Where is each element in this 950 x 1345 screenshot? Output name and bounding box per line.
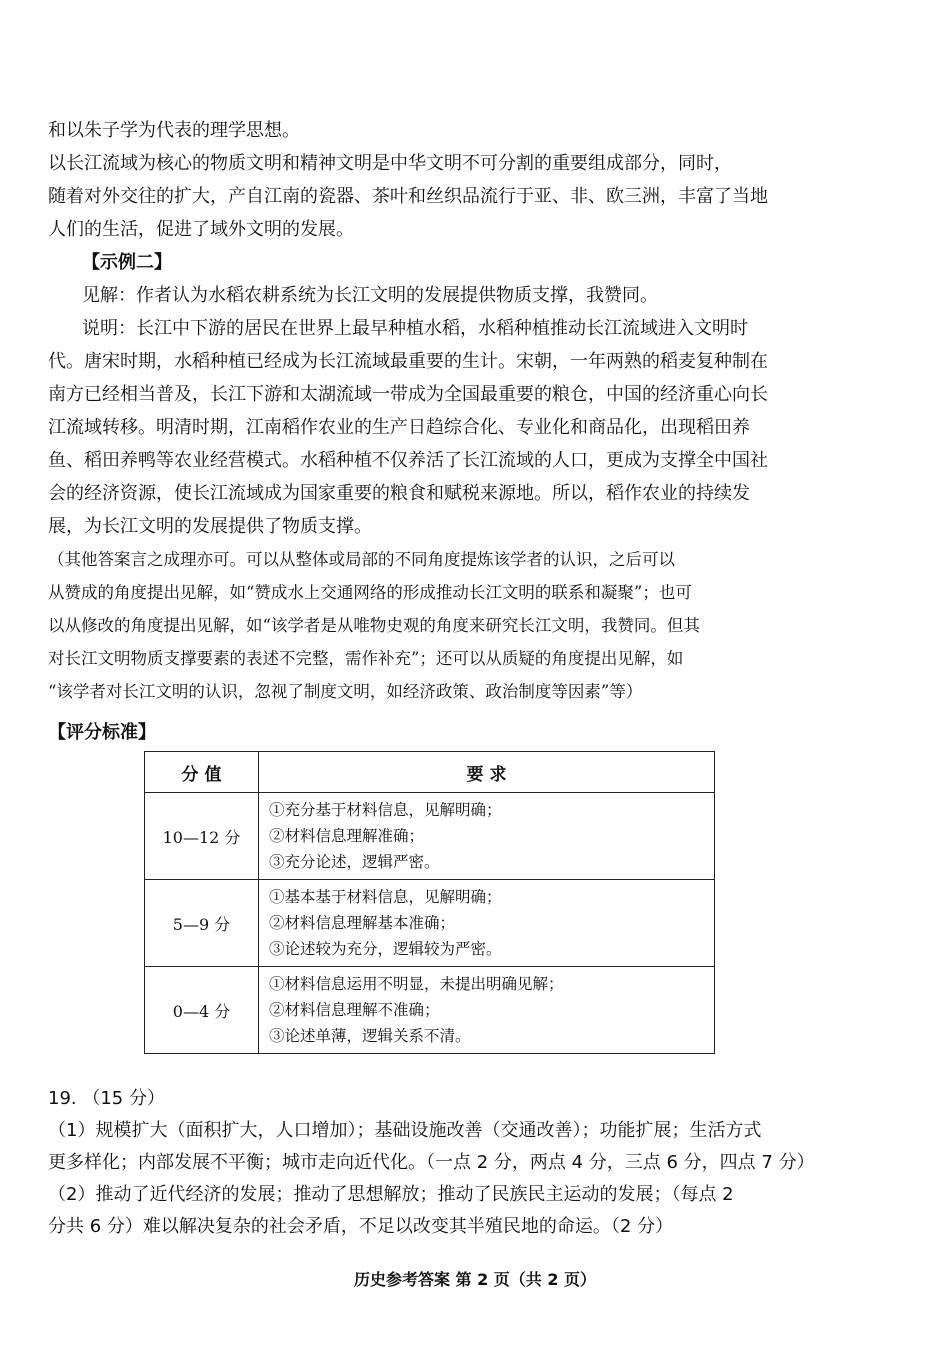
page-footer: 历史参考答案 第 2 页（共 2 页） (353, 1270, 597, 1289)
note-line: 以从修改的角度提出见解，如“该学者是从唯物史观的角度来研究长江文明，我赞同。但其 (48, 616, 700, 635)
text-line: 展，为长江文明的发展提供了物质支撑。 (48, 516, 372, 537)
text-line: 分共 6 分）难以解决复杂的社会矛盾，不足以改变其半殖民地的命运。（2 分） (48, 1216, 674, 1237)
requirement-item: ②材料信息理解不准确； (269, 1001, 440, 1019)
requirement-item: ③充分论述，逻辑严密。 (269, 853, 440, 871)
text-line: （2）推动了近代经济的发展；推动了思想解放；推动了民族民主运动的发展；（每点 2 (48, 1184, 734, 1205)
table-row (145, 793, 715, 880)
requirements-cell (259, 967, 715, 1054)
text-line: 江流域转移。明清时期，江南稻作农业的生产日趋综合化、专业化和商品化，出现稻田养 (48, 417, 750, 438)
header-requirements: 要 求 (259, 752, 715, 793)
requirements-cell (259, 793, 715, 880)
text-line: 随着对外交往的扩大，产自江南的瓷器、茶叶和丝织品流行于亚、非、欧三洲，丰富了当地 (48, 186, 768, 207)
text-line: 南方已经相当普及，长江下游和太湖流域一带成为全国最重要的粮仓，中国的经济重心向长 (48, 384, 768, 405)
text-line: 以长江流域为核心的物质文明和精神文明是中华文明不可分割的重要组成部分，同时， (48, 153, 732, 174)
score-range: 0—4 分 (145, 967, 259, 1054)
note-line: 从赞成的角度提出见解，如“赞成水上交通网络的形成推动长江文明的联系和凝聚”；也可 (48, 583, 692, 602)
text-line: 鱼、稻田养鸭等农业经营模式。水稻种植不仅养活了长江流域的人口，更成为支撑全中国社 (48, 450, 768, 471)
requirement-item: ①材料信息运用不明显，未提出明确见解； (269, 975, 564, 993)
scoring-table (144, 751, 715, 1054)
note-line: “该学者对长江文明的认识，忽视了制度文明，如经济政策、政治制度等因素”等） (48, 682, 643, 701)
text-line: 和以朱子学为代表的理学思想。 (48, 120, 300, 141)
text-line: 更多样化；内部发展不平衡；城市走向近代化。（一点 2 分，两点 4 分，三点 6 分，四点 7 分） (48, 1152, 815, 1173)
requirement-item: ③论述较为充分，逻辑较为严密。 (269, 940, 502, 958)
note-line: （其他答案言之成理亦可。可以从整体或局部的不同角度提炼该学者的认识，之后可以 (48, 550, 675, 569)
requirement-item: ①基本基于材料信息，见解明确； (269, 888, 502, 906)
requirement-item: ②材料信息理解准确； (269, 827, 425, 845)
requirements-cell (259, 880, 715, 967)
example-two-title: 【示例二】 (82, 252, 172, 273)
text-line: 人们的生活，促进了域外文明的发展。 (48, 219, 354, 240)
requirement-item: ①充分基于材料信息，见解明确； (269, 801, 502, 819)
score-range: 10—12 分 (145, 793, 259, 880)
table-row (145, 880, 715, 967)
table-row (145, 967, 715, 1054)
requirement-item: ③论述单薄，逻辑关系不清。 (269, 1027, 471, 1045)
scoring-title: 【评分标准】 (48, 722, 156, 743)
view-line: 见解：作者认为水稻农耕系统为长江文明的发展提供物质支撑，我赞同。 (82, 285, 658, 306)
text-line: 代。唐宋时期，水稻种植已经成为长江流域最重要的生计。宋朝，一年两熟的稻麦复种制在 (48, 351, 768, 372)
text-line: 说明：长江中下游的居民在世界上最早种植水稻，水稻种植推动长江流域进入文明时 (82, 318, 748, 339)
text-line: 会的经济资源，使长江流域成为国家重要的粮食和赋税来源地。所以，稻作农业的持续发 (48, 483, 750, 504)
text-line: （1）规模扩大（面积扩大，人口增加）；基础设施改善（交通改善）；功能扩展；生活方式 (48, 1120, 762, 1141)
question-19-title: 19. （15 分） (48, 1088, 165, 1109)
header-score: 分 值 (145, 752, 259, 793)
note-line: 对长江文明物质支撑要素的表述不完整，需作补充”；还可以从质疑的角度提出见解，如 (48, 649, 684, 668)
requirement-item: ②材料信息理解基本准确； (269, 914, 456, 932)
table-header-row (145, 752, 715, 793)
score-range: 5—9 分 (145, 880, 259, 967)
